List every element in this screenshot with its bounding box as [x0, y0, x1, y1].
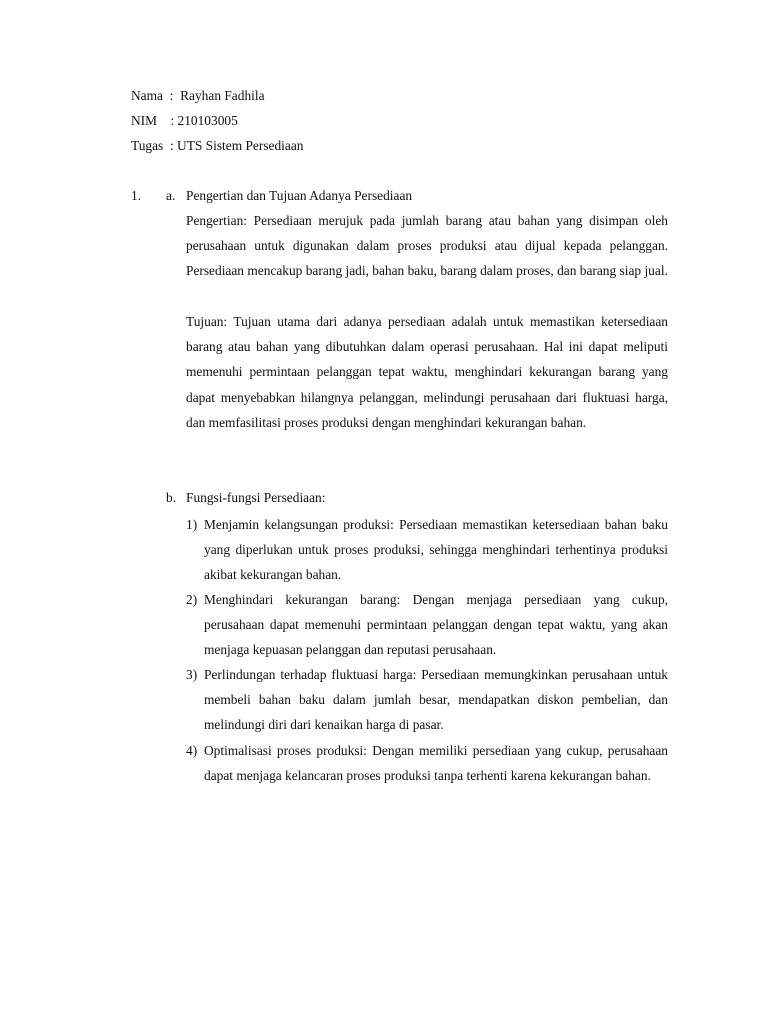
nim-value: 210103005 — [177, 113, 238, 128]
fungsi-item-number: 3) — [186, 667, 198, 682]
header-tugas-row — [131, 138, 303, 154]
nim-separator: : — [157, 113, 178, 128]
fungsi-item-number: 2) — [186, 592, 198, 607]
part-b-title: Fungsi-fungsi Persediaan: — [186, 490, 326, 505]
tujuan-paragraph: Tujuan: Tujuan utama dari adanya persediaan adalah untuk memastikan ketersediaan barang atau bahan yang dibutuhkan dalam operasi perusahaan. Hal ini dapat meliputi memenuhi permintaan pelanggan tepat waktu, menghindari kekurangan barang yang dapat menyebabkan hilangnya pelanggan, melindungi perusahaan dari fluktuasi harga, dan memfasilitasi proses produksi dengan menghindari kekurangan bahan. — [186, 314, 668, 430]
header-nama-row — [131, 88, 265, 104]
nama-value: Rayhan Fadhila — [180, 88, 265, 103]
tugas-separator: : — [163, 138, 178, 153]
nama-label: Nama — [131, 88, 163, 103]
fungsi-item-number: 1) — [186, 517, 198, 532]
tugas-label: Tugas — [131, 138, 164, 153]
fungsi-item-text: Perlindungan terhadap fluktuasi harga: Persediaan memungkinkan perusahaan untuk membeli bahan baku dalam jumlah besar, mendapatkan diskon pembelian, dan melindungi diri dari kenaikan harga di pasar. — [204, 667, 668, 733]
nim-label: NIM — [131, 113, 158, 128]
part-a-title: Pengertian dan Tujuan Adanya Persediaan — [186, 188, 413, 203]
part-a-letter: a. — [166, 188, 176, 203]
header-nim-row — [131, 113, 238, 129]
tugas-value: UTS Sistem Persediaan — [177, 138, 304, 153]
fungsi-item-number: 4) — [186, 743, 198, 758]
nama-separator: : — [162, 88, 181, 103]
fungsi-item-text: Optimalisasi proses produksi: Dengan memiliki persediaan yang cukup, perusahaan dapat menjaga kelancaran proses produksi tanpa terhenti karena kekurangan bahan. — [204, 743, 668, 784]
part-b-letter: b. — [166, 490, 177, 505]
fungsi-item-text: Menjamin kelangsungan produksi: Persediaan memastikan ketersediaan bahan baku yang diperlukan untuk proses produksi, sehingga menghindari terhentinya produksi akibat kekurangan bahan. — [204, 517, 668, 583]
pengertian-paragraph: Pengertian: Persediaan merujuk pada jumlah barang atau bahan yang disimpan oleh perusahaan untuk digunakan dalam proses produksi atau dijual kepada pelanggan. Persediaan mencakup barang jadi, bahan baku, barang dalam proses, dan barang siap jual. — [186, 213, 668, 279]
question-number: 1. — [131, 188, 142, 203]
fungsi-item-text: Menghindari kekurangan barang: Dengan menjaga persediaan yang cukup, perusahaan dapat memenuhi permintaan pelanggan dengan tepat waktu, yang akan menjaga kepuasan pelanggan dan reputasi perusahaan. — [204, 592, 668, 658]
